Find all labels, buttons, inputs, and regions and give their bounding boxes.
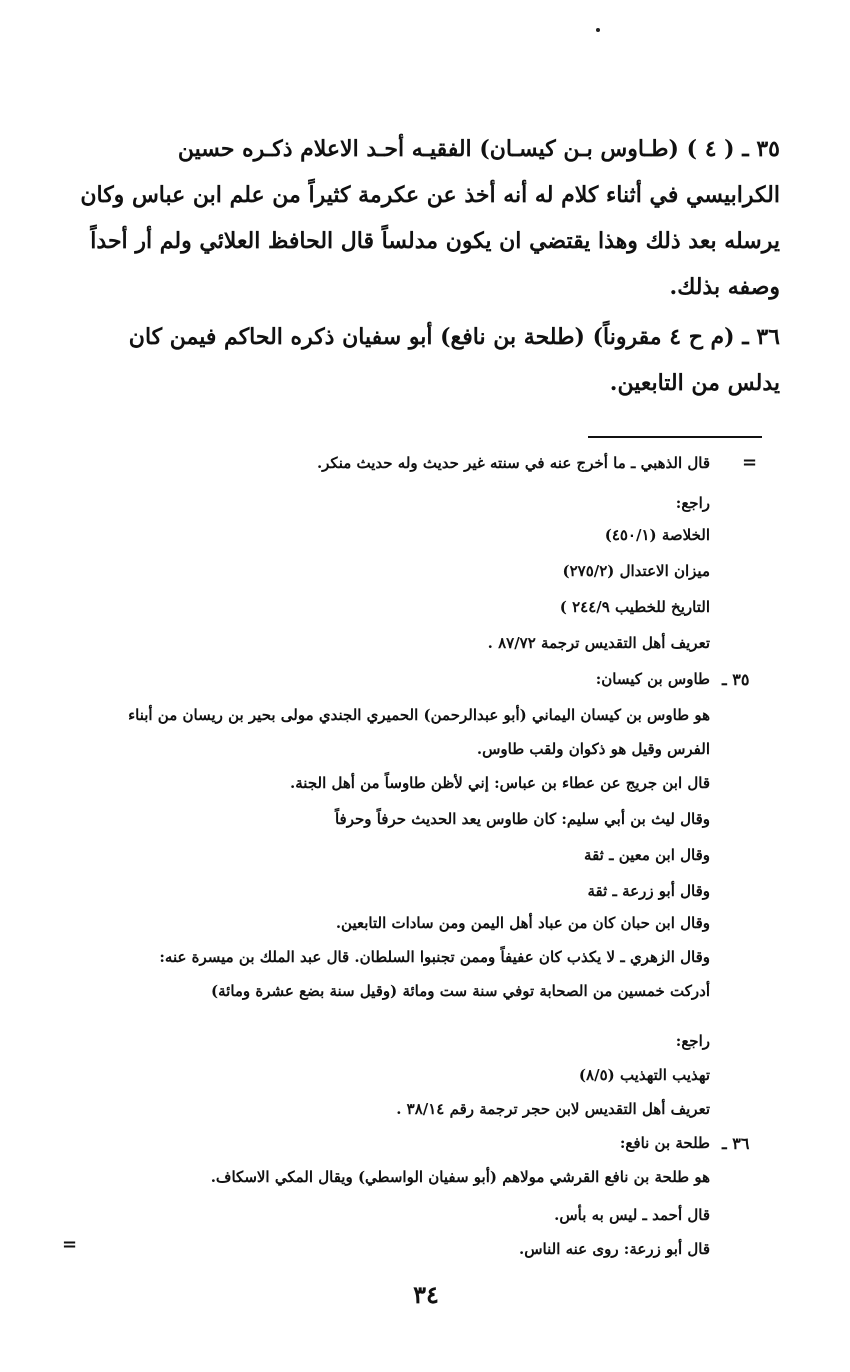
continuation-mark-top: = (742, 452, 758, 473)
footnote-35-line-3: قال ابن جريج عن عطاء بن عباس: إني لأظن طاوساً من أهل الجنة. (290, 774, 710, 792)
entry-36-line-2: يدلس من التابعين. (609, 370, 780, 396)
footnote-36-line-1: هو طلحة بن نافع القرشي مولاهم (أبو سفيان الواسطي) ويقال المكي الاسكاف. (210, 1168, 710, 1186)
footnote-36-title: طلحة بن نافع: (619, 1134, 710, 1152)
entry-35-line-1: ٣٥ ـ ( ٤ ) (طـاوس بـن كيسـان) الفقيـه أحـد الاعلام ذكـره حسين (177, 136, 780, 162)
footnote-35-ref-label: راجع: (675, 1032, 710, 1050)
continuation-mark-bottom: = (62, 1234, 78, 1255)
footnote-36-number: ٣٦ ـ (722, 1134, 750, 1153)
footnote-35-line-7: وقال ابن حبان كان من عباد أهل اليمن ومن سادات التابعين. (335, 914, 710, 932)
entry-35-line-3: يرسله بعد ذلك وهذا يقتضي ان يكون مدلساً قال الحافظ العلائي ولم أر أحداً (90, 228, 780, 254)
footnote-35-line-9: أدركت خمسين من الصحابة توفي سنة ست ومائة (وقيل سنة بضع عشرة ومائة) (211, 982, 710, 1000)
footnote-35-number: ٣٥ ـ (722, 670, 750, 689)
footnote-35-line-1: هو طاوس بن كيسان اليماني (أبو عبدالرحمن) الحميري الجندي مولى بحير بن ريسان من أبناء (128, 706, 710, 724)
footnote-35-line-2: الفرس وقيل هو ذكوان ولقب طاوس. (476, 740, 710, 758)
footnote-36-line-2: قال أحمد ـ ليس به بأس. (554, 1206, 710, 1224)
footnote-ref-label: راجع: (675, 494, 710, 512)
footnote-ref-2: ميزان الاعتدال (٢٧٥/٢) (562, 562, 710, 580)
footnote-ref-1: الخلاصة (٤٥٠/١) (604, 526, 710, 544)
footnote-continued-line: قال الذهبي ـ ما أخرج عنه في سنته غير حديث وله حديث منكر. (316, 454, 710, 472)
footnote-35-line-6: وقال أبو زرعة ـ ثقة (587, 882, 710, 900)
footnote-35-title: طاوس بن كيسان: (595, 670, 710, 688)
footnote-35-line-8: وقال الزهري ـ لا يكذب كان عفيفاً وممن تجنبوا السلطان. قال عبد الملك بن ميسرة عنه: (159, 948, 710, 966)
footnote-35-ref-2: تعريف أهل التقديس لابن حجر ترجمة رقم ٣٨/١٤ . (396, 1100, 710, 1118)
page-number: ٣٤ (413, 1280, 439, 1309)
entry-35-line-2: الكرابيسي في أثناء كلام له أنه أخذ عن عكرمة كثيراً من علم ابن عباس وكان (80, 182, 780, 208)
footnote-ref-4: تعريف أهل التقديس ترجمة ٨٧/٧٢ . (487, 634, 710, 652)
footnote-35-ref-1: تهذيب التهذيب (٨/٥) (578, 1066, 710, 1084)
entry-35-line-4: وصفه بذلك. (669, 274, 780, 300)
footnote-ref-3: التاريخ للخطيب ٢٤٤/٩ ) (559, 598, 710, 616)
entry-36-line-1: ٣٦ ـ (م ح ٤ مقروناً) (طلحة بن نافع) أبو سفيان ذكره الحاكم فيمن كان (128, 324, 780, 350)
footnote-35-line-5: وقال ابن معين ـ ثقة (584, 846, 710, 864)
footnote-36-line-3: قال أبو زرعة: روى عنه الناس. (519, 1240, 710, 1258)
footnote-35-line-4: وقال ليث بن أبي سليم: كان طاوس يعد الحديث حرفاً وحرفاً (334, 810, 710, 828)
footnotes (40, 0, 760, 1372)
